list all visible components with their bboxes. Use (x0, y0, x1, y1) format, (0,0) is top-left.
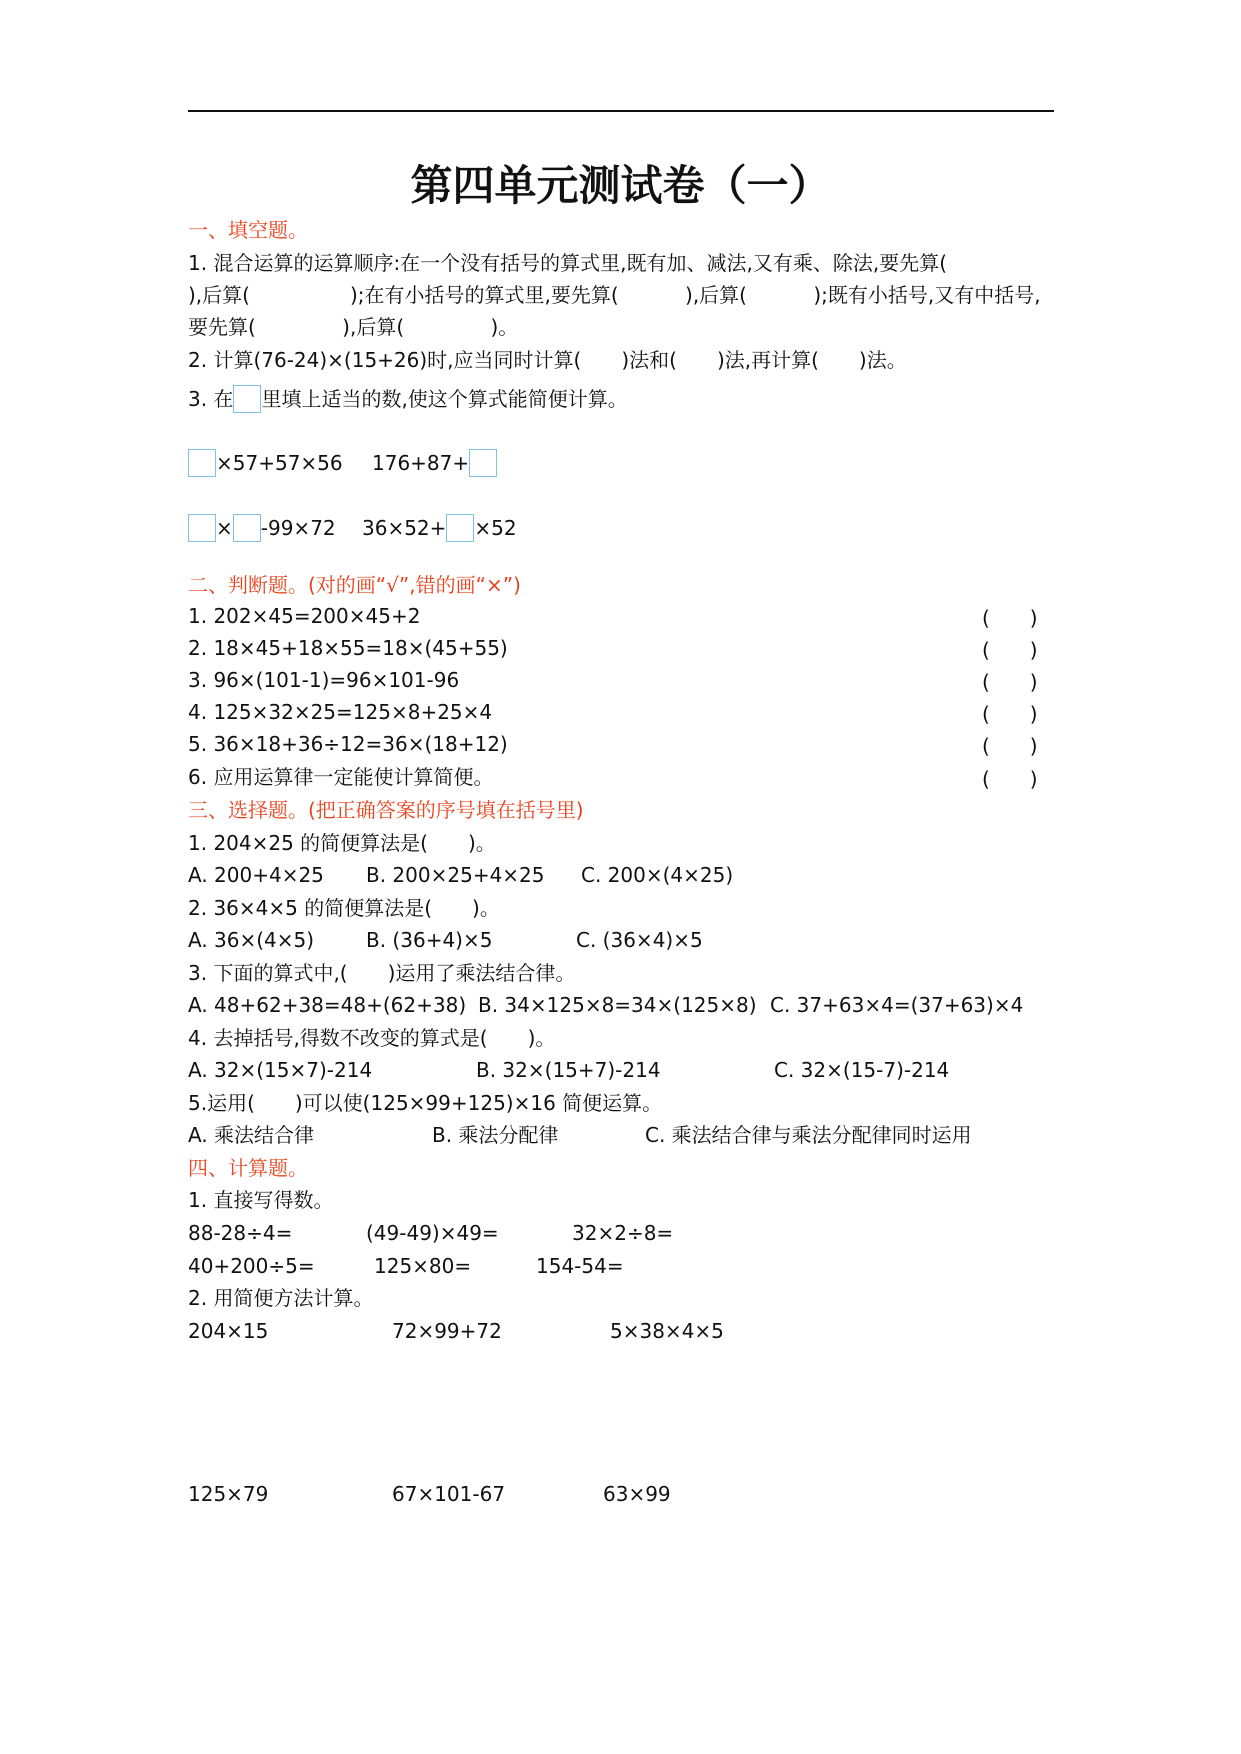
s1-q3-suffix: 里填上适当的数,使这个算式能简便计算。 (261, 387, 628, 411)
header-rule (188, 110, 1054, 112)
choice-option[interactable]: B. 34×125×8=34×(125×8) (478, 993, 757, 1017)
choice-option[interactable]: C. 200×(4×25) (581, 863, 734, 887)
choice-option[interactable]: B. 32×(15+7)-214 (476, 1058, 661, 1082)
mental-calc: 88-28÷4= (188, 1221, 293, 1245)
choice-option[interactable]: A. 乘法结合律 (188, 1123, 315, 1147)
choice-question: 2. 36×4×5 的简便算法是( )。 (188, 896, 500, 920)
judge-item: 5. 36×18+36÷12=36×(18+12) (188, 732, 508, 756)
choice-option[interactable]: A. 32×(15×7)-214 (188, 1058, 373, 1082)
fill-box[interactable] (188, 449, 216, 477)
mental-calc: (49-49)×49= (366, 1221, 499, 1245)
judge-item: 3. 96×(101-1)=96×101-96 (188, 668, 460, 692)
s1-q2: 2. 计算(76-24)×(15+26)时,应当同时计算( )法和( )法,再计算( )法。 (188, 348, 907, 372)
mental-calc: 32×2÷8= (572, 1221, 674, 1245)
mental-calc: 154-54= (536, 1254, 624, 1278)
fill-box[interactable] (233, 514, 261, 542)
answer-paren[interactable]: ( ) (982, 734, 1038, 758)
s4-sub2: 2. 用简便方法计算。 (188, 1286, 374, 1310)
s1-q3-prefix: 3. 在 (188, 387, 234, 411)
simplify-calc: 5×38×4×5 (610, 1319, 724, 1343)
section4-heading: 四、计算题。 (188, 1156, 308, 1180)
judge-item: 4. 125×32×25=125×8+25×4 (188, 700, 493, 724)
choice-option[interactable]: C. 32×(15-7)-214 (774, 1058, 950, 1082)
simplify-calc: 67×101-67 (392, 1482, 506, 1506)
choice-option[interactable]: A. 200+4×25 (188, 863, 324, 887)
choice-option[interactable]: C. 乘法结合律与乘法分配律同时运用 (645, 1123, 972, 1147)
choice-question: 3. 下面的算式中,( )运用了乘法结合律。 (188, 961, 576, 985)
s4-sub1: 1. 直接写得数。 (188, 1188, 334, 1212)
choice-question: 4. 去掉括号,得数不改变的算式是( )。 (188, 1026, 556, 1050)
judge-item: 1. 202×45=200×45+2 (188, 604, 421, 628)
choice-question: 1. 204×25 的简便算法是( )。 (188, 831, 496, 855)
answer-paren[interactable]: ( ) (982, 767, 1038, 791)
section2-heading: 二、判断题。(对的画“√”,错的画“×”) (188, 573, 521, 597)
judge-item: 6. 应用运算律一定能使计算简便。 (188, 765, 494, 789)
s1-q1-line3: 要先算( ),后算( )。 (188, 315, 519, 339)
mental-calc: 125×80= (374, 1254, 472, 1278)
page-title: 第四单元测试卷（一） (410, 161, 831, 210)
choice-question: 5.运用( )可以使(125×99+125)×16 简便运算。 (188, 1091, 663, 1115)
simplify-calc: 63×99 (603, 1482, 671, 1506)
mental-calc: 40+200÷5= (188, 1254, 315, 1278)
section3-heading: 三、选择题。(把正确答案的序号填在括号里) (188, 798, 584, 822)
choice-option[interactable]: A. 36×(4×5) (188, 928, 315, 952)
choice-option[interactable]: C. (36×4)×5 (576, 928, 703, 952)
judge-item: 2. 18×45+18×55=18×(45+55) (188, 636, 508, 660)
fill-box[interactable] (233, 385, 261, 413)
simplify-calc: 204×15 (188, 1319, 269, 1343)
answer-paren[interactable]: ( ) (982, 638, 1038, 662)
choice-option[interactable]: C. 37+63×4=(37+63)×4 (770, 993, 1024, 1017)
expr-a: ×57+57×56 (188, 448, 343, 478)
answer-paren[interactable]: ( ) (982, 606, 1038, 630)
section1-heading: 一、填空题。 (188, 218, 308, 242)
expr-b: 176+87+ (372, 448, 497, 478)
expr-d: 36×52+ ×52 (362, 516, 517, 540)
s1-q1-line2: ),后算( );在有小括号的算式里,要先算( ),后算( );既有小括号,又有中括号, (188, 283, 1041, 307)
s1-q1-line1: 1. 混合运算的运算顺序:在一个没有括号的算式里,既有加、减法,又有乘、除法,要先算( (188, 251, 948, 275)
fill-box[interactable] (446, 514, 474, 542)
fill-box[interactable] (469, 449, 497, 477)
expr-c: × -99×72 (188, 513, 336, 543)
choice-option[interactable]: B. 200×25+4×25 (366, 863, 545, 887)
simplify-calc: 125×79 (188, 1482, 269, 1506)
choice-option[interactable]: B. 乘法分配律 (432, 1123, 559, 1147)
choice-option[interactable]: B. (36+4)×5 (366, 928, 493, 952)
simplify-calc: 72×99+72 (392, 1319, 502, 1343)
s1-q3 (188, 384, 628, 414)
answer-paren[interactable]: ( ) (982, 670, 1038, 694)
fill-box[interactable] (188, 514, 216, 542)
answer-paren[interactable]: ( ) (982, 702, 1038, 726)
choice-option[interactable]: A. 48+62+38=48+(62+38) (188, 993, 467, 1017)
